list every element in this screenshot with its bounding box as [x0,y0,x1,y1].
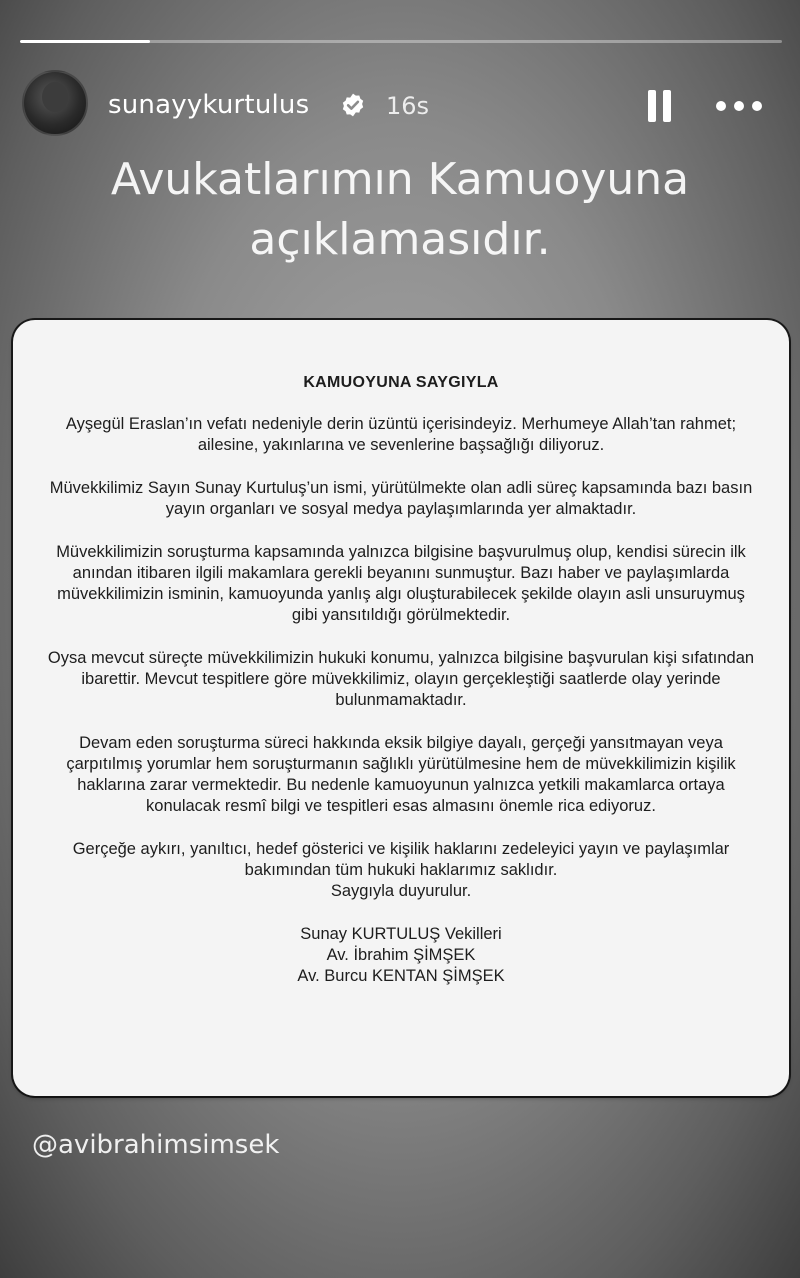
more-dot-3 [752,101,762,111]
caption-line-1: Avukatlarımın Kamuoyuna [110,154,690,205]
post-time: 16s [386,92,430,120]
statement-paragraph-2: Müvekkilimiz Sayın Sunay Kurtuluş’un ismi, yürütülmekte olan adli süreç kapsamında bazı basın yayın organları ve sosyal medya paylaşımlarında yer almaktadır. [49,479,753,518]
statement-card [13,320,789,1096]
story-progress-bar [20,40,782,43]
statement-paragraph-6: Gerçeğe aykırı, yanıltıcı, hedef gösterici ve kişilik haklarını zedeleyici yayın ve paylaşımlar bakımından tüm hukuki haklarımız saklıdır. [72,840,730,879]
statement-paragraph-5: Devam eden soruşturma süreci hakkında eksik bilgiye dayalı, gerçeği yansıtmayan veya çarpıtılmış yorumlar hem soruşturmanın sağlıklı yürütülmesine hem de müvekkilimizin kişilik haklarına zarar vermektedir. Bu nedenle kamuoyunun yalnızca yetkili makamlarca ortaya konulacak resmî bilgi ve tespitleri esas almasını önemle rica ediyoruz. [66,734,736,815]
story-caption [0,150,800,270]
signature-line-2: Av. İbrahim ŞİMŞEK [326,946,476,964]
statement-paragraph-3: Müvekkilimizin soruşturma kapsamında yalnızca bilgisine başvurulmuş olup, kendisi sürecin ilk anından itibaren ilgili makamlara gerekli beyanını sunmuştur. Bazı haber ve paylaşımlarda müvekkilimizin isminin, kamuoyunda yanlış algı oluşturabilecek şekilde olayın asli unsuruymuş gibi yansıtıldığı görülmektedir. [56,543,746,624]
more-dot-1 [716,101,726,111]
mention-sticker[interactable]: @avibrahimsimsek [32,1130,280,1160]
statement-title: KAMUOYUNA SAYGIYLA [303,374,499,391]
signature-line-3: Av. Burcu KENTAN ŞİMŞEK [297,967,505,985]
story-header [22,70,782,142]
pause-icon-bar-left [648,90,656,122]
story-progress-fill [20,40,150,43]
more-dot-2 [734,101,744,111]
caption-line-2: açıklamasıdır. [249,214,551,265]
more-options-button[interactable] [716,94,764,118]
pause-icon-bar-right [663,90,671,122]
signature-line-1: Sunay KURTULUŞ Vekilleri [300,925,502,943]
verified-badge-icon [340,92,366,118]
statement-closing: Saygıyla duyurulur. [330,882,472,900]
statement-signature [43,924,759,987]
statement-paragraph-4: Oysa mevcut süreçte müvekkilimizin hukuki konumu, yalnızca bilgisine başvurulan kişi sıfatından ibarettir. Mevcut tespitlere göre müvekkilimiz, olayın gerçekleştiği saatlerde olay yerinde bulunmamaktadır. [47,649,755,709]
avatar[interactable] [22,70,88,136]
pause-button[interactable] [648,90,672,122]
statement-paragraph-1: Ayşegül Eraslan’ın vefatı nedeniyle derin üzüntü içerisindeyiz. Merhumeye Allah’tan rahmet; ailesine, yakınlarına ve sevenlerine başsağlığı diliyoruz. [65,415,737,454]
username[interactable]: sunayykurtulus [108,90,310,120]
